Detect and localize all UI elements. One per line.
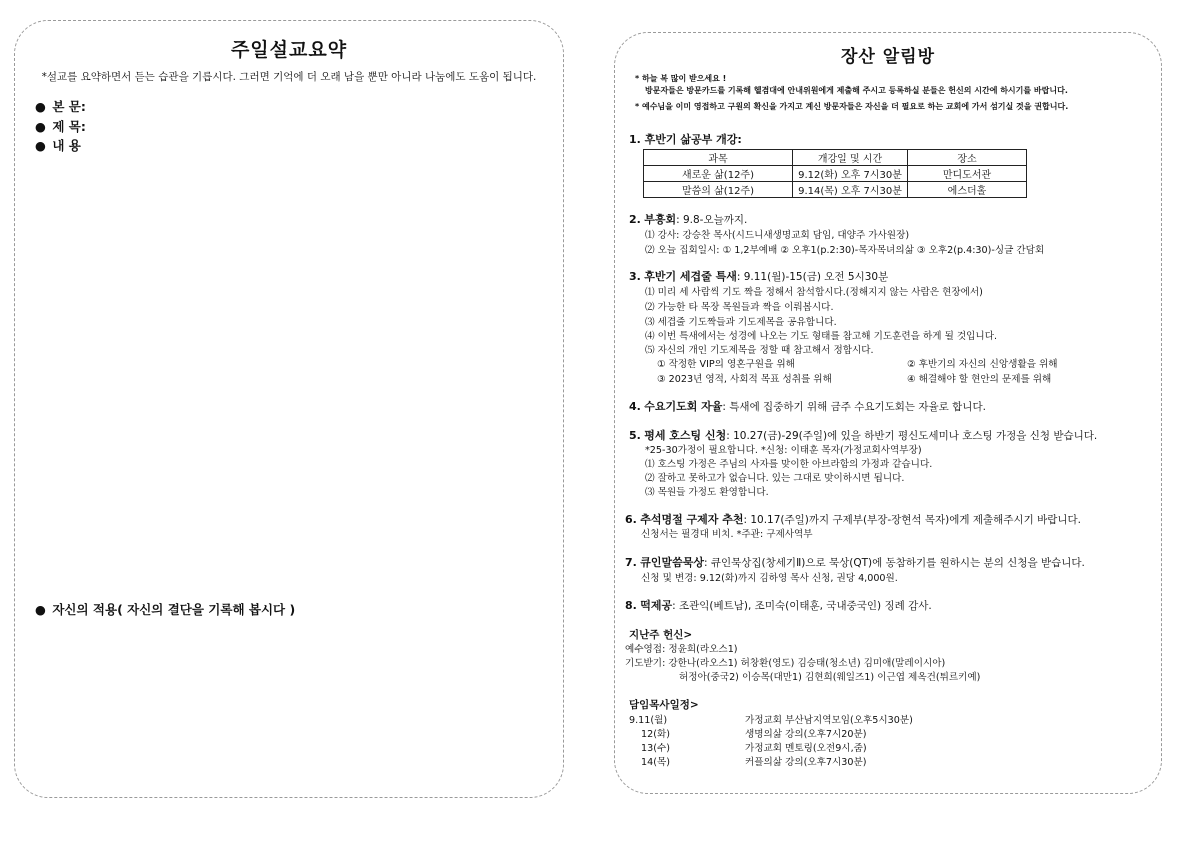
section-4 <box>629 400 986 414</box>
section-3-goal: ② 후반기의 자신의 신앙생활을 위해 <box>907 359 1058 370</box>
section-5-line: *25-30가정이 필요합니다. *신청: 이태훈 목자(가정교회사역부장) <box>645 445 922 456</box>
section-5-text: : 10.27(금)-29(주일)에 있을 하반기 평신도세미나 호스팅 가정을 신청 받습니다. <box>726 430 1098 442</box>
pastor-schedule-title: 담임목사일정> <box>629 699 699 711</box>
notice-line-2-text: 방문자들은 방문카드를 기록해 헬겸대에 안내위원에게 제출해 주시고 등록하실 분들은 헌신의 시간에 하시기를 바랍니다. <box>645 86 1068 95</box>
offering-line: 기도받기: 강한나(라오스1) 허창환(영도) 김승태(청소년) 김미애(말레이시아) <box>625 658 946 669</box>
section-5-number: 5. <box>629 429 641 442</box>
section-3-line: ⑸ 자신의 개인 기도제목을 정할 때 참고해서 정합시다. <box>645 345 874 356</box>
bullet-title <box>35 117 86 135</box>
sermon-summary-title: 주일설교요약 <box>230 39 348 61</box>
schedule-date: 12(화) <box>641 729 670 740</box>
schedule-date: 13(수) <box>641 743 670 754</box>
bullet-content <box>35 136 81 154</box>
course-header-datetime: 개강일 및 시간 <box>793 150 908 166</box>
section-7 <box>625 556 1085 570</box>
schedule-date: 14(목) <box>641 757 670 768</box>
section-7-number: 7. <box>625 556 637 569</box>
section-3-goal: ④ 해결해야 할 현안의 문제를 위해 <box>907 374 1052 385</box>
section-5 <box>629 429 1097 443</box>
bullet-application-label: 자신의 적용( 자신의 결단을 기록해 봅시다 ) <box>52 602 296 617</box>
table-row <box>644 166 1027 182</box>
section-8 <box>625 599 932 613</box>
section-3-goal: ③ 2023년 영적, 사회적 목표 성취를 위해 <box>657 374 832 385</box>
section-4-text: : 특새에 집중하기 위해 금주 수요기도회는 자율로 합니다. <box>722 401 986 413</box>
schedule-event: 가정교회 부산남지역모임(오후5시30분) <box>745 715 913 726</box>
section-7-heading: 큐인말씀묵상 <box>640 556 704 569</box>
offering-line: 예수영접: 정윤희(라오스1) <box>625 644 738 655</box>
section-5-line: ⑴ 호스팅 가정은 주님의 사자를 맞이한 아브라함의 가정과 같습니다. <box>645 459 933 470</box>
section-6-text: : 10.17(주일)까지 구제부(부장-장현석 목자)에게 제출해주시기 바랍니다. <box>743 514 1081 526</box>
section-4-number: 4. <box>629 400 641 413</box>
section-3-line: ⑴ 미리 세 사람씩 기도 짝을 정해서 참석합시다.(정해지지 않는 사람은 현장에서) <box>645 287 983 298</box>
sermon-summary-panel <box>14 20 564 798</box>
section-3-heading: 후반기 세겹줄 특새 <box>644 270 737 283</box>
section-6-line: 신청서는 필경대 비치. *주관: 구제사역부 <box>641 529 813 540</box>
section-1-title <box>629 133 742 147</box>
section-8-number: 8. <box>625 599 637 612</box>
section-8-text: : 조관익(베트남), 조미숙(이태훈, 국내중국인) 징례 감사. <box>672 600 932 612</box>
notice-line-1: * 하늘 복 많이 받으세요 ! <box>635 74 727 83</box>
schedule-event: 커플의삶 강의(오후7시30분) <box>745 757 867 768</box>
course-header-subject: 과목 <box>644 150 793 166</box>
section-6-number: 6. <box>625 513 637 526</box>
section-7-text: : 큐인묵상집(창세기Ⅱ)으로 묵상(QT)에 동참하기를 원하시는 분의 신청을 받습니다. <box>703 557 1085 569</box>
section-3-text: : 9.11(월)-15(금) 오전 5시30분 <box>736 271 889 283</box>
course-table-header <box>644 150 1027 166</box>
course-cell: 9.12(화) 오후 7시30분 <box>793 166 908 182</box>
table-row <box>644 182 1027 198</box>
section-2-line: ⑴ 강사: 강승찬 목사(시드니새생명교회 담임, 대양주 가사원장) <box>645 230 910 241</box>
section-6 <box>625 513 1081 527</box>
schedule-event: 생명의삶 강의(오후7시20분) <box>745 729 867 740</box>
section-3-number: 3. <box>629 270 641 283</box>
schedule-event: 가정교회 멘토링(오전9시,줌) <box>745 743 867 754</box>
section-2-line: ⑵ 오늘 집회일시: ① 1,2부예배 ② 오후1(p.2:30)-목자목녀의삶 ③ 오후2(p.4:30)-싱글 간담회 <box>645 245 1045 256</box>
section-8-heading: 떡제공 <box>640 599 673 612</box>
course-cell: 9.14(목) 오후 7시30분 <box>793 182 908 198</box>
sermon-summary-instruction: *설교를 요약하면서 듣는 습관을 기릅시다. 그러면 기억에 더 오래 남을 뿐만 아니라 나눔에도 도움이 됩니다. <box>41 71 537 83</box>
course-cell: 말씀의 삶(12주) <box>644 182 793 198</box>
section-3-goal: ① 작정한 VIP의 영혼구원을 위해 <box>657 359 795 370</box>
bullet-dot-icon: ● <box>35 602 46 617</box>
bullet-application <box>35 600 295 618</box>
section-3-line: ⑵ 가능한 타 목장 목원들과 짝을 이뤄봅시다. <box>645 302 834 313</box>
course-cell: 새로운 삶(12주) <box>644 166 793 182</box>
section-3 <box>629 270 888 284</box>
notice-line-2 <box>635 85 1068 96</box>
bullet-content-label: 내 용 <box>52 138 81 153</box>
course-cell: 에스더홀 <box>908 182 1027 198</box>
section-2-text: : 9.8-오늘까지. <box>676 214 748 226</box>
section-2-heading: 부흥회 <box>644 213 677 226</box>
schedule-date: 9.11(월) <box>629 715 668 726</box>
bullet-dot-icon: ● <box>35 99 46 114</box>
section-6-heading: 추석명절 구제자 추천 <box>640 513 744 526</box>
section-2-number: 2. <box>629 213 641 226</box>
section-4-heading: 수요기도회 자율 <box>644 400 723 413</box>
course-cell: 만디도서관 <box>908 166 1027 182</box>
course-table <box>643 149 1027 198</box>
section-7-line: 신청 및 변경: 9.12(화)까지 김하영 목사 신청, 권당 4,000원. <box>641 573 898 584</box>
section-2 <box>629 213 747 227</box>
announcements-title: 장산 알림방 <box>840 47 936 67</box>
bullet-scripture-label: 본 문: <box>52 99 86 114</box>
offering-title: 지난주 헌신> <box>629 629 693 641</box>
announcements-panel <box>614 32 1162 794</box>
bullet-title-label: 제 목: <box>52 119 86 134</box>
section-5-heading: 평세 호스팅 신청 <box>644 429 727 442</box>
notice-line-3: * 예수님을 이미 영접하고 구원의 확신을 가지고 계신 방문자들은 자신을 더 필요로 하는 교회에 가서 섬기실 것을 권합니다. <box>635 102 1069 111</box>
section-3-line: ⑶ 세겹줄 기도짝들과 기도제목을 공유합니다. <box>645 317 837 328</box>
bullet-dot-icon: ● <box>35 119 46 134</box>
offering-line: 허정아(중국2) 이승목(대만1) 김현희(웨일즈1) 이근엽 제옥건(튀르키예) <box>679 672 981 683</box>
course-header-place: 장소 <box>908 150 1027 166</box>
bullet-scripture <box>35 97 86 115</box>
section-3-line: ⑷ 이번 특새에서는 성경에 나오는 기도 형태를 참고해 기도훈련을 하게 될 것입니다. <box>645 331 998 342</box>
section-1-heading: 1. 후반기 삶공부 개강: <box>629 133 742 146</box>
section-5-line: ⑵ 잘하고 못하고가 없습니다. 있는 그대로 맞이하시면 됩니다. <box>645 473 905 484</box>
bullet-dot-icon: ● <box>35 138 46 153</box>
section-5-line: ⑶ 목원들 가정도 환영합니다. <box>645 487 769 498</box>
